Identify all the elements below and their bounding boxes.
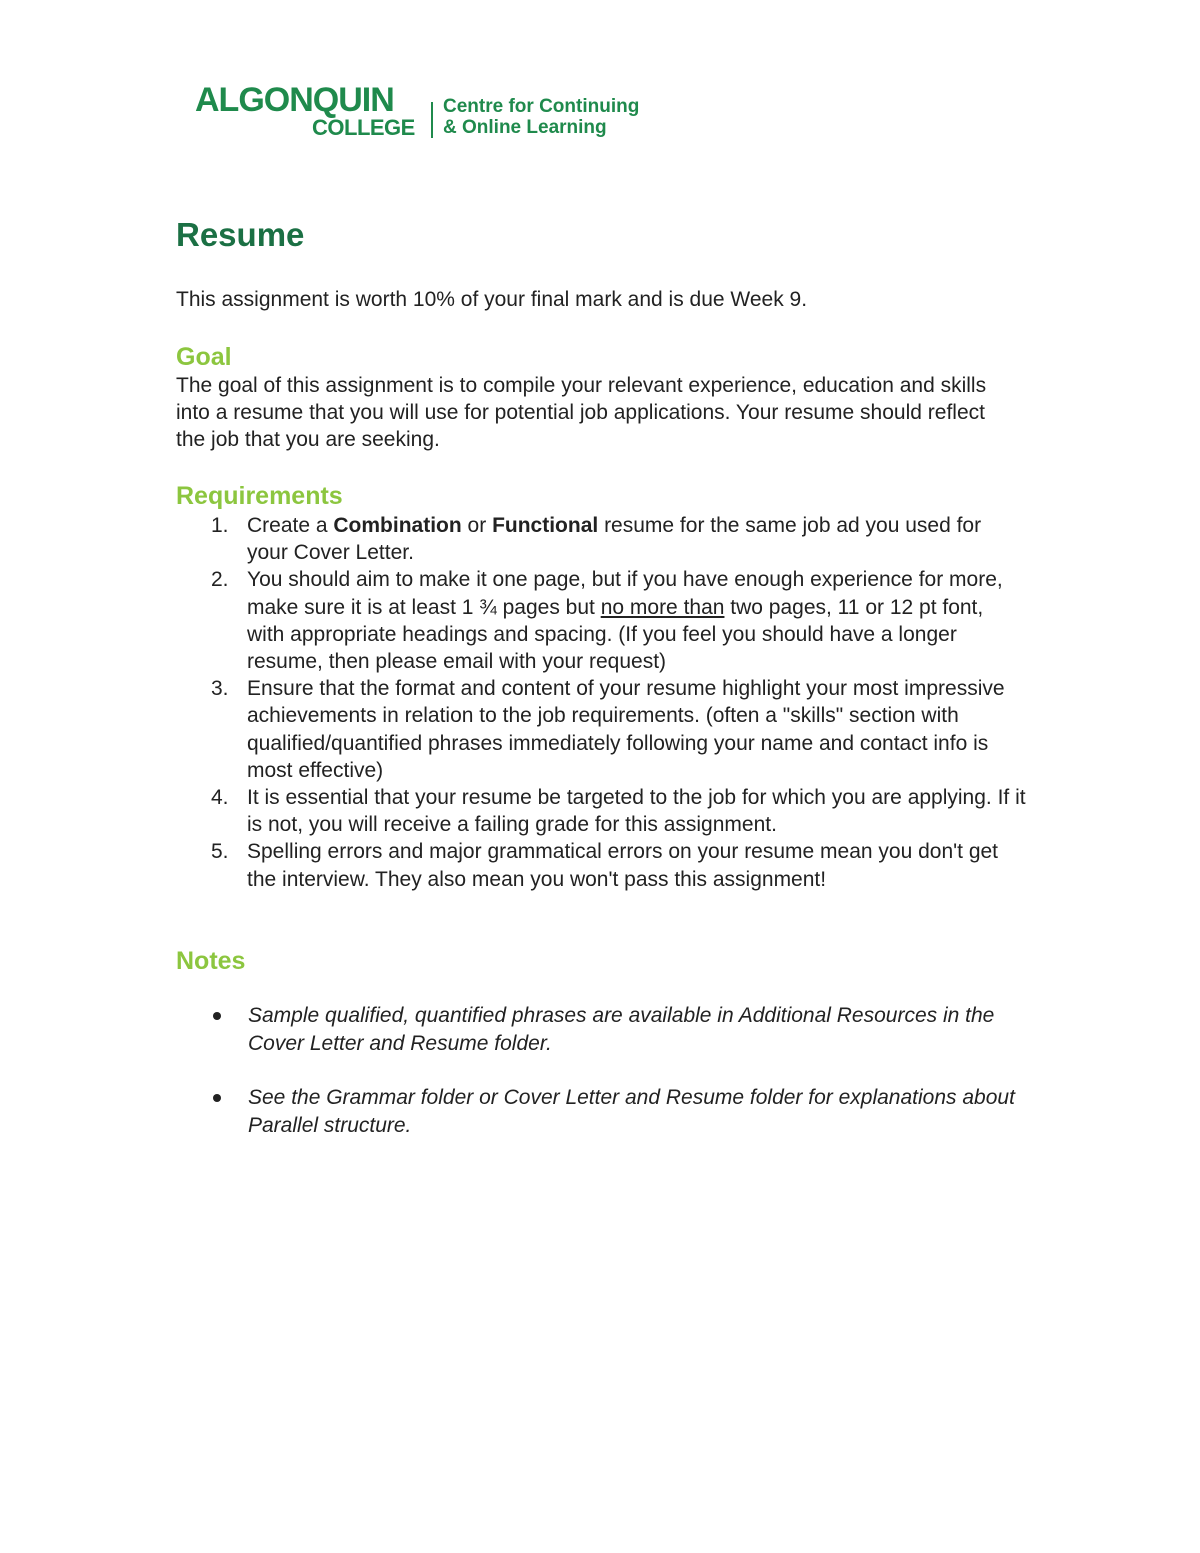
note-item [176,1002,1036,1057]
logo-wordmark [195,81,425,144]
logo-centre-text [443,96,639,138]
requirement-text: Spelling errors and major grammatical errors on your resume mean you don't get the interview. They also mean you won't pass this assignment! [247,840,999,891]
bullet-icon [213,1012,221,1020]
requirement-text: It is essential that your resume be targeted to the job for which you are applying. If it is not, you will receive a failing grade for this assignment. [247,786,1026,837]
requirements-list [176,512,1026,893]
algonquin-college-logo [195,81,665,144]
requirements-heading: Requirements [176,482,343,510]
intro-text: This assignment is worth 10% of your final mark and is due Week 9. [176,288,808,311]
logo-main-text: ALGONQUIN [195,81,394,119]
requirement-text: Ensure that the format and content of your resume highlight your most impressive achievements in relation to the job requirements. (often a "skills" section with qualified/quantified phrases immediately following your name and contact info is most effective) [247,677,1005,782]
logo-divider [431,102,433,138]
requirement-bold-text: Combination [333,514,462,537]
requirement-item [176,838,1026,892]
notes-list [176,1002,1036,1166]
requirement-bold-text: Functional [492,514,599,537]
requirement-item [176,566,1026,675]
requirement-number: 1. [211,514,229,537]
logo-centre-line1: Centre for Continuing [443,96,640,117]
goal-heading: Goal [176,343,232,371]
requirement-item [176,675,1026,784]
requirement-number: 5. [211,840,229,864]
requirement-item [176,512,1026,566]
note-text: See the Grammar folder or Cover Letter and Resume folder for explanations about Parallel structure. [248,1086,1015,1137]
requirement-underlined-text: no more than [600,595,725,619]
bullet-icon [213,1094,221,1102]
requirement-text: You should aim to make it one page, but if you have enough experience for more, make sure it is at least 1 ¾ pages but [247,568,1003,619]
note-item [176,1084,1036,1139]
requirement-item [176,784,1026,838]
requirement-text: or [461,514,493,537]
logo-sub-text: COLLEGE [312,115,415,140]
goal-text: The goal of this assignment is to compile your relevant experience, education and skills into a resume that you will use for potential job applications. Your resume should reflect the job that you are seeking. [176,374,987,451]
notes-heading: Notes [176,947,246,975]
logo-centre-line2: & Online Learning [443,117,607,138]
requirement-number: 4. [211,786,229,810]
requirement-number: 3. [211,677,229,701]
page-title: Resume [176,216,305,253]
requirement-text: two pages, 11 or 12 pt font, with appropriate headings and spacing. (If you feel you should have a longer resume, then please email with your request) [247,595,984,674]
note-text: Sample qualified, quantified phrases are available in Additional Resources in the Cover Letter and Resume folder. [248,1004,995,1055]
requirement-text: Create a [247,514,334,537]
requirement-number: 2. [211,568,229,592]
requirement-text: resume for the same job ad you used for your Cover Letter. [247,514,982,565]
